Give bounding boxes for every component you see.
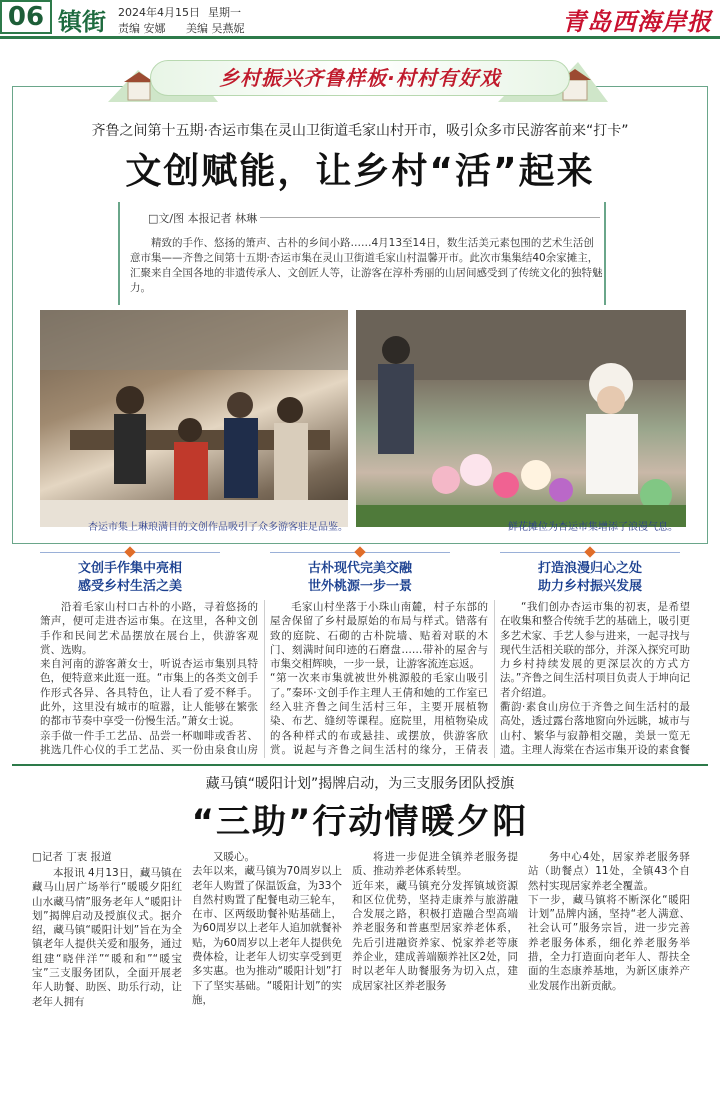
col2-heading-line2: 世外桃源一步一景 <box>307 579 412 594</box>
story2-col4-body: 务中心4处，居家养老服务驿站（助餐点）11处，全镇43个自然村实现居家养老全覆盖。 下一步，藏马镇将不断深化“暖阳计划”品牌内涵，坚持“老人满意、社会认可”服务宗旨，进一步完善养老服务体系，细化养老服务举措，全力打造面向老年人、帮扶全面的生态康养基地，为新区康养产业发展作出新贡献。 <box>528 851 690 992</box>
story1-col3-body: “我们创办杏运市集的初衷，是希望在收集和整合传统手艺的基础上，吸引更多艺术家、手艺人参与进来，一起寻找与现代生活相关联的部分，并深入探究可助力乡村持续发展的更深层次的方式方法。”齐鲁之间生活村项目负责人于坤向记者介绍道。 衢韵·素食山房位于齐鲁之间生活村的最高处，透过露台落地窗向外远眺，城市与山村、繁华与寂静相交融，美景一览无遗。主理人海棠在杏运市集开设的素食餐 <box>500 601 690 756</box>
column-divider <box>494 600 495 758</box>
story2-col2-body: 又暖心。 去年以来，藏马镇为70周岁以上老年人购置了保温饭盒，为33个自然村购置了配餐电动三轮车，在市、区两级助餐补贴基础上，为60周岁以上老年人追加就餐补贴，为60周岁以上老年人提供免费体检，让老年人切实享受到更多实惠。也为推动“暖阳计划”打下了坚实基础。“暖阳计划”的实施， <box>192 851 342 1006</box>
col1-heading-line2: 感受乡村生活之美 <box>77 579 182 594</box>
column-divider <box>264 600 265 758</box>
issue-date: 2024年4月15日 <box>118 6 200 19</box>
story-divider <box>12 764 708 766</box>
photo-caption-left: 杏运市集上琳琅满目的文创作品吸引了众多游客驻足品鉴。 <box>88 522 348 533</box>
flower-stall-photo <box>356 310 686 527</box>
story1-headline: 文创赋能，让乡村“活”起来 <box>125 151 595 192</box>
col2-heading-line1: 古朴现代完美交融 <box>307 561 412 576</box>
photo-caption-right: 鲜花摊位为杏运市集增添了浪漫气息。 <box>508 522 678 533</box>
story2-col3-body: 将进一步促进全镇养老服务提质、推动养老体系转型。 近年来，藏马镇充分发挥镇域资源和区位优势，坚持走康养与旅游融合发展之路，积极打造融合型高端养老服务和普惠型居家养老体系，先后引进融资养家、悦家养老等康养企业，建成善端颐养社区2处，同时以老年人助餐服务为切入点，建成居家社区养老服务 <box>352 851 518 992</box>
col3-diamond <box>584 546 595 557</box>
story2-col1-body: 本报讯 4月13日，藏马镇在藏马山居广场举行“暖暖夕阳红 山水藏马情”服务老年人“暖阳计划”揭牌启动及授旗仪式。据介绍，藏马镇“暖阳计划”旨在为全镇老年人提供关爱和服务，通过组建“晓伴洋”“暖和和”“暖宝宝”三支服务团队，全面开展老年人助餐、助医、助乐行动，让老年人拥有 <box>32 867 182 1008</box>
col1-diamond <box>124 546 135 557</box>
art-editor: 美编 吴燕妮 <box>186 22 245 35</box>
paper-logo: 青岛西海岸报 <box>562 7 712 36</box>
story1-byline: □文/图 本报记者 林琳 <box>148 212 258 225</box>
page-number: 06 <box>0 0 52 34</box>
col2-diamond <box>354 546 365 557</box>
masthead-rule <box>0 36 720 39</box>
story1-col2-body: 毛家山村坐落于小珠山南麓，村子东部的屋舍保留了乡村最原始的布局与样式。错落有致的庭院、石砌的古朴院墙、贴着对联的木门、刻满时间印迹的石磨盘……带补的屋舍与市集交相辉映，一步一景，让游客流连忘返。 “第一次来市集就被世外桃源般的毛家山吸引了。”秦环·文创手作主理人王倩和她的工作室已经入驻齐鲁之间生活村三年，主要开展植物染、布艺、缝纫等课程。庭院里，用植物染成的各种样式的布或悬挂、或摆放，供游客欣赏。说起与齐鲁之间生活村的缘分，王倩表 <box>270 601 488 756</box>
story2-kicker: 藏马镇“暖阳计划”揭牌启动，为三支服务团队授旗 <box>205 776 515 792</box>
section-name: 镇街 <box>58 8 106 36</box>
col1-heading-line1: 文创手作集中亮相 <box>77 561 182 576</box>
story2-headline: “三助”行动情暖夕阳 <box>191 802 529 842</box>
story1-col1-body: 沿着毛家山村口古朴的小路，寻着悠扬的箫声，便可走进杏运市集。在这里，各种文创手作和民间艺术品摆放在展台上，供游客观赏、选购。 来自河南的游客萧女士，听说杏运市集别具特色，便特意来此逛一逛。“市集上的各类文创手作形式各异、各具特色，让人看了爱不释手。此外，这里没有城市的喧嚣，让人能够在繁张的都市节奏中享受一份慢生活。”萧女士说。 亲手做一件手工艺品、品尝一杯咖啡或香茗、挑选几件心仪的手工艺品、买一份由泉食山房 <box>40 601 258 756</box>
story1-kicker: 齐鲁之间第十五期·杏运市集在灵山卫街道毛家山村开市，吸引众多市民游客前来“打卡” <box>91 123 629 139</box>
col3-heading-line2: 助力乡村振兴发展 <box>537 579 642 594</box>
byline-rule <box>260 217 600 218</box>
duty-editor: 责编 安娜 <box>118 22 166 35</box>
weekday: 星期一 <box>208 6 241 19</box>
market-crowd-photo <box>40 310 348 527</box>
story1-lead: 精致的手作、悠扬的箫声、古朴的乡间小路……4月13至14日，数生活美元素包围的艺术生活创意市集——齐鲁之间第十五期·杏运市集在灵山卫街道毛家山村温馨开市。此次市集集结40余家摊主，汇聚来自全国各地的非遗传承人、文创匠人等，让游客在淳朴秀丽的山居间感受到了传统文化的独特魅力。 <box>130 237 603 294</box>
story2-byline: □记者 丁衷 报道 <box>32 851 112 863</box>
banner-title: 乡村振兴齐鲁样板·村村有好戏 <box>219 66 501 90</box>
col3-heading-line1: 打造浪漫归心之处 <box>537 561 642 576</box>
